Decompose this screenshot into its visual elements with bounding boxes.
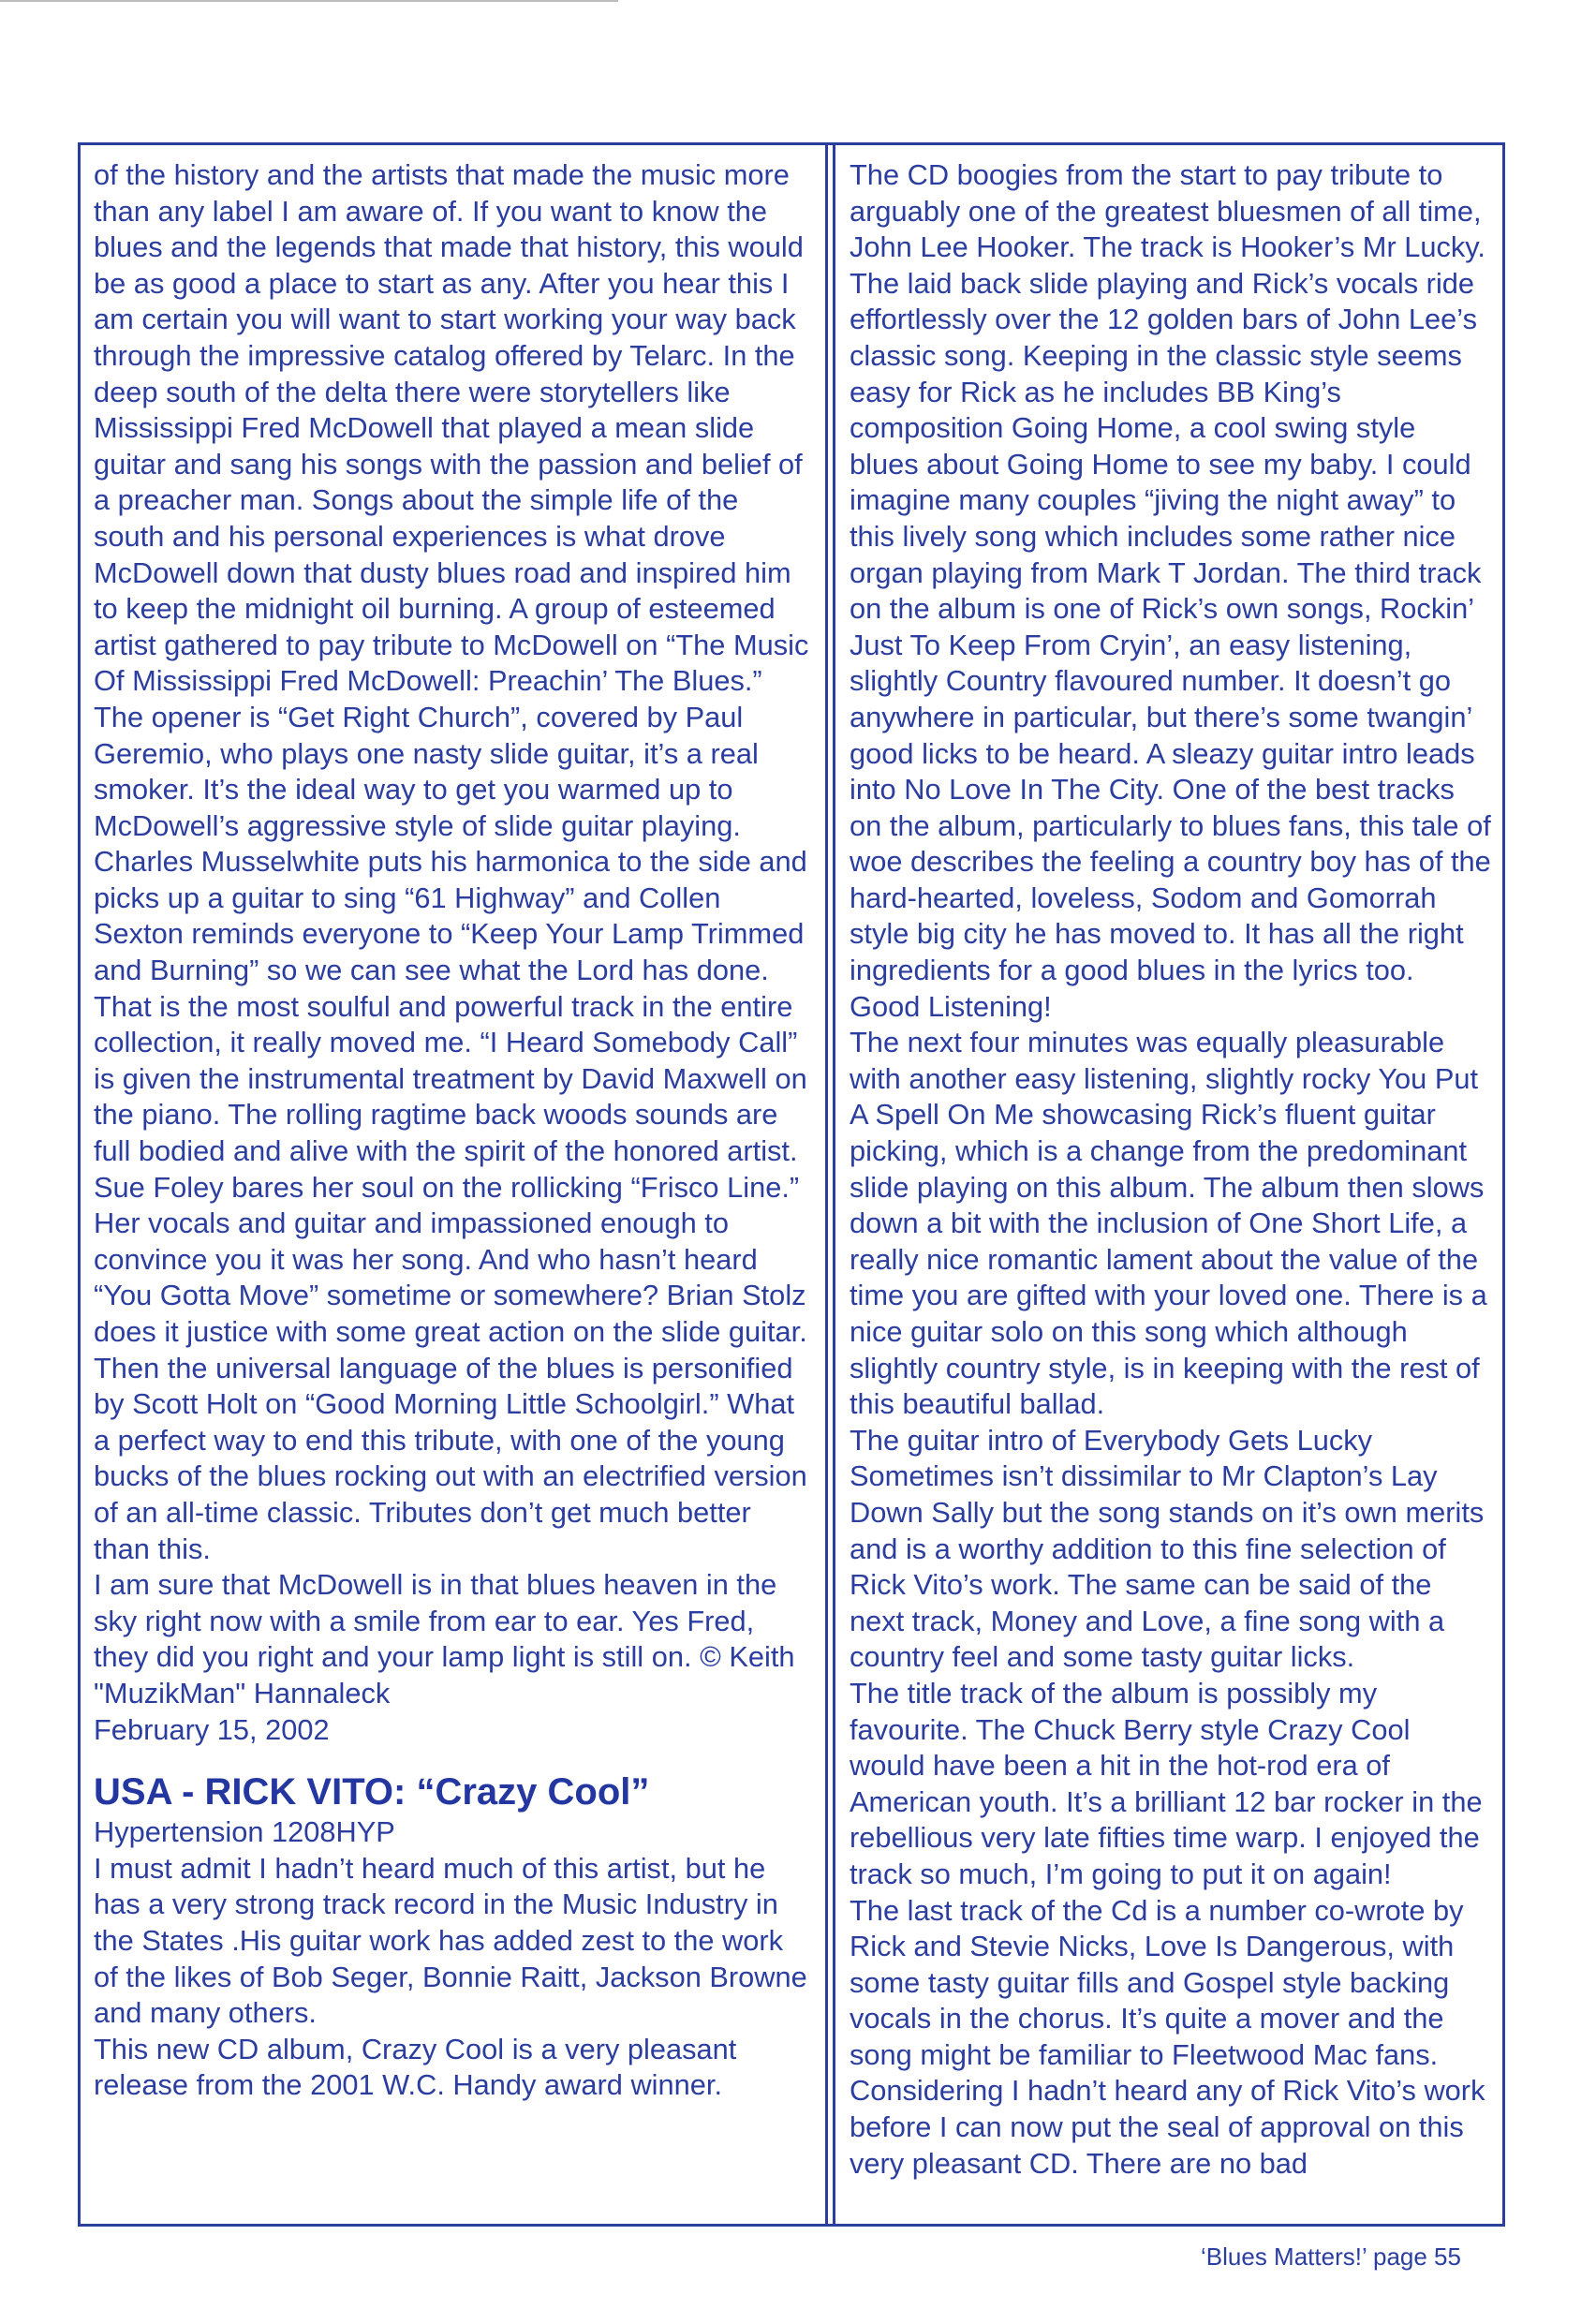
review-paragraph: I must admit I hadn’t heard much of this artist, but he has a very strong track record in the Music Industry in the States .His guitar work has added zest to the work of the likes of Bob Seger, Bonnie Raitt, Jackson Browne and many others. [94,1851,807,2030]
article-paragraph: of the history and the artists that made the music more than any label I am aware of. If you want to know the blues and the legends that made that history, this would be as good a place to start as any. After you hear this I am certain you will want to start working your way back through the impressive catalog offered by Telarc. In the deep south of the delta there were storytellers like Mississippi Fred McDowell that played a mean slide guitar and sang his songs with the passion and belief of a preacher man. Songs about the simple life of the south and his personal experiences is what drove McDowell down that dusty blues road and inspired him to keep the midnight oil burning. A group of esteemed artist gathered to pay tribute to McDowell on “The Music Of Mississippi Fred McDowell: Preachin’ The Blues.” [94,158,809,698]
right-column [835,145,1502,2224]
article-date: February 15, 2002 [94,1712,330,1746]
left-column [81,145,825,2224]
column-divider [825,145,835,2224]
article-frame [78,142,1505,2227]
page-footer: ‘Blues Matters!’ page 55 [1201,2243,1461,2271]
label-catalog: Hypertension 1208HYP [94,1815,395,1849]
review-paragraph: This new CD album, Crazy Cool is a very pleasant release from the 2001 W.C. Handy award winner. [94,2032,737,2102]
review-paragraph: The last track of the Cd is a number co-wrote by Rick and Stevie Nicks, Love Is Dangerous, with some tasty guitar fills and Gospel style backing vocals in the chorus. It’s quite a mover and the song might be familiar to Fleetwood Mac fans. Considering I hadn’t heard any of Rick Vito’s work before I can now put the seal of approval on this very pleasant CD. There are no bad [850,1893,1485,2180]
review-paragraph: The guitar intro of Everybody Gets Lucky Sometimes isn’t dissimilar to Mr Clapton’s Lay Down Sally but the song stands on it’s own merits and is a worthy addition to this fine selection of Rick Vito’s work. The same can be said of the next track, Money and Love, a fine song with a country feel and some tasty guitar licks. [850,1423,1485,1674]
review-heading: USA - RICK VITO: “Crazy Cool” [94,1771,650,1813]
review-paragraph: The next four minutes was equally pleasurable with another easy listening, slightly rocky You Put A Spell On Me showcasing Rick’s fluent guitar picking, which is a change from the predominant slide playing on this album. The album then slows down a bit with the inclusion of One Short Life, a really nice romantic lament about the value of the time you are gifted with your loved one. There is a nice guitar solo on this song which although slightly country style, is in keeping with the rest of this beautiful ballad. [850,1026,1487,1421]
review-paragraph: The title track of the album is possibly my favourite. The Chuck Berry style Crazy Cool would have been a hit in the hot-rod era of American youth. It’s a brilliant 12 bar rocker in the rebellious very late fifties time warp. I enjoyed the track so much, I’m going to put it on again! [850,1676,1483,1890]
top-rule [0,0,618,2]
article-paragraph: I am sure that McDowell is in that blues heaven in the sky right now with a smile from ear to ear. Yes Fred, they did you right and your lamp light is still on. © Keith "MuzikMan" Hannaleck [94,1568,795,1710]
review-paragraph: The CD boogies from the start to pay tribute to arguably one of the greatest bluesmen of all time, John Lee Hooker. The track is Hooker’s Mr Lucky. The laid back slide playing and Rick’s vocals ride effortlessly over the 12 golden bars of John Lee’s classic song. Keeping in the classic style seems easy for Rick as he includes BB King’s composition Going Home, a cool swing style blues about Going Home to see my baby. I could imagine many couples “jiving the night away” to this lively song which includes some rather nice organ playing from Mark T Jordan. The third track on the album is one of Rick’s own songs, Rockin’ Just To Keep From Cryin’, an easy listening, slightly Country flavoured number. It doesn’t go anywhere in particular, but there’s some twangin’ good licks to be heard. A sleazy guitar intro leads into No Love In The City. One of the best tracks on the album, particularly to blues fans, this tale of woe describes the feeling a country boy has of the hard-hearted, loveless, Sodom and Gomorrah style big city he has moved to. It has all the right ingredients for a good blues in the lyrics too. Good Listening! [850,158,1491,1023]
article-paragraph: The opener is “Get Right Church”, covered by Paul Geremio, who plays one nasty slide guitar, it’s a real smoker. It’s the ideal way to get you warmed up to McDowell’s aggressive style of slide guitar playing. Charles Musselwhite puts his harmonica to the side and picks up a guitar to sing “61 Highway” and Collen Sexton reminds everyone to “Keep Your Lamp Trimmed and Burning” so we can see what the Lord has done. That is the most soulful and powerful track in the entire collection, it really moved me. “I Heard Somebody Call” is given the instrumental treatment by David Maxwell on the piano. The rolling ragtime back woods sounds are full bodied and alive with the spirit of the honored artist. Sue Foley bares her soul on the rollicking “Frisco Line.” Her vocals and guitar and impassioned enough to convince you it was her song. And who hasn’t heard “You Gotta Move” sometime or somewhere? Brian Stolz does it justice with some great action on the slide guitar. Then the universal language of the blues is personified by Scott Holt on “Good Morning Little Schoolgirl.” What a perfect way to end this tribute, with one of the young bucks of the blues rocking out with an electrified version of an all-time classic. Tributes don’t get much better than this. [94,700,807,1565]
